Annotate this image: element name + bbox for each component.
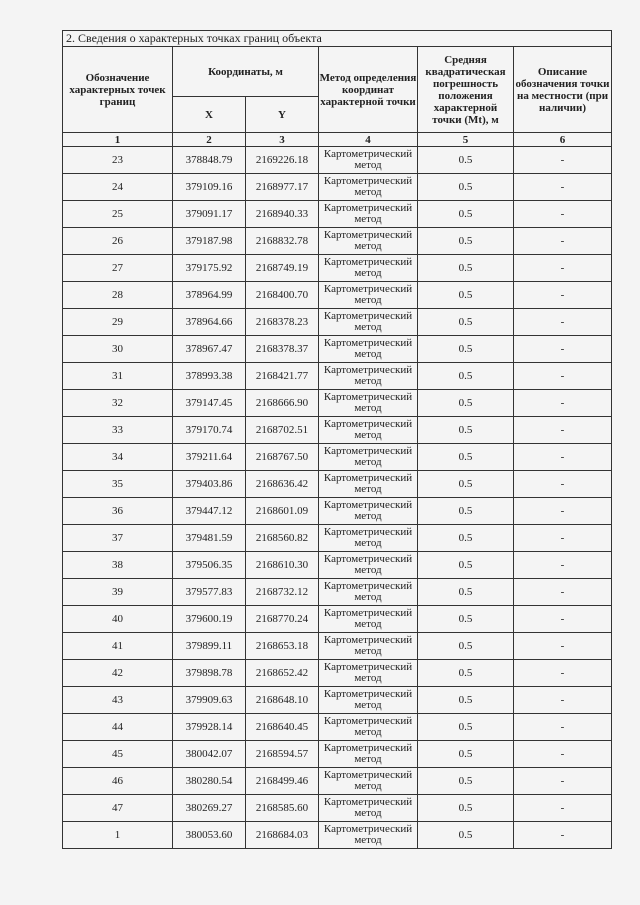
points-table — [62, 30, 612, 849]
method-line: Картометрический — [323, 175, 413, 187]
description-value: - — [514, 741, 612, 768]
method-cell — [319, 309, 418, 336]
method-line: метод — [354, 483, 382, 495]
table-row — [63, 525, 612, 552]
point-id: 32 — [63, 390, 173, 417]
error-value: 0.5 — [418, 822, 514, 849]
point-id: 29 — [63, 309, 173, 336]
coord-y: 2168652.42 — [246, 660, 319, 687]
method-cell — [319, 363, 418, 390]
method-line: метод — [354, 753, 382, 765]
coord-x: 380042.07 — [173, 741, 246, 768]
point-id: 33 — [63, 417, 173, 444]
method-line: Картометрический — [323, 418, 413, 430]
coord-y: 2168636.42 — [246, 471, 319, 498]
table-row — [63, 444, 612, 471]
description-value: - — [514, 201, 612, 228]
description-value: - — [514, 579, 612, 606]
error-value: 0.5 — [418, 768, 514, 795]
method-line: Картометрический — [323, 688, 413, 700]
method-line: метод — [354, 591, 382, 603]
method-cell — [319, 471, 418, 498]
coord-y: 2168702.51 — [246, 417, 319, 444]
coord-y: 2168749.19 — [246, 255, 319, 282]
error-value: 0.5 — [418, 282, 514, 309]
table-row — [63, 309, 612, 336]
coord-y: 2168585.60 — [246, 795, 319, 822]
table-row — [63, 228, 612, 255]
table-row — [63, 606, 612, 633]
error-value: 0.5 — [418, 417, 514, 444]
method-line: метод — [354, 321, 382, 333]
method-line: Картометрический — [323, 445, 413, 457]
coord-y: 2168640.45 — [246, 714, 319, 741]
table-row — [63, 741, 612, 768]
description-value: - — [514, 471, 612, 498]
method-line: метод — [354, 834, 382, 846]
error-value: 0.5 — [418, 363, 514, 390]
coord-y: 2168653.18 — [246, 633, 319, 660]
method-line: Картометрический — [323, 526, 413, 538]
coord-x: 379175.92 — [173, 255, 246, 282]
header-description: Описание обозначения точки на местности (при наличии) — [514, 47, 612, 133]
coord-y: 2168594.57 — [246, 741, 319, 768]
error-value: 0.5 — [418, 444, 514, 471]
method-cell — [319, 768, 418, 795]
point-id: 46 — [63, 768, 173, 795]
coord-x: 379928.14 — [173, 714, 246, 741]
coord-x: 378964.99 — [173, 282, 246, 309]
table-row — [63, 471, 612, 498]
column-number: 4 — [319, 133, 418, 147]
table-row — [63, 822, 612, 849]
error-value: 0.5 — [418, 255, 514, 282]
method-line: Картометрический — [323, 499, 413, 511]
description-value: - — [514, 228, 612, 255]
table-row — [63, 282, 612, 309]
header-x: X — [173, 97, 246, 133]
method-line: Картометрический — [323, 202, 413, 214]
point-id: 44 — [63, 714, 173, 741]
table-row — [63, 498, 612, 525]
coord-y: 2168940.33 — [246, 201, 319, 228]
description-value: - — [514, 390, 612, 417]
method-line: метод — [354, 645, 382, 657]
coord-x: 380269.27 — [173, 795, 246, 822]
column-number: 5 — [418, 133, 514, 147]
table-row — [63, 363, 612, 390]
point-id: 34 — [63, 444, 173, 471]
method-line: Картометрический — [323, 148, 413, 160]
point-id: 35 — [63, 471, 173, 498]
description-value: - — [514, 714, 612, 741]
point-id: 41 — [63, 633, 173, 660]
error-value: 0.5 — [418, 390, 514, 417]
table-row — [63, 390, 612, 417]
error-value: 0.5 — [418, 606, 514, 633]
description-value: - — [514, 255, 612, 282]
coord-y: 2168977.17 — [246, 174, 319, 201]
point-id: 31 — [63, 363, 173, 390]
point-id: 24 — [63, 174, 173, 201]
error-value: 0.5 — [418, 552, 514, 579]
error-value: 0.5 — [418, 660, 514, 687]
coord-y: 2168610.30 — [246, 552, 319, 579]
point-id: 1 — [63, 822, 173, 849]
description-value: - — [514, 525, 612, 552]
table-row — [63, 660, 612, 687]
coord-x: 378993.38 — [173, 363, 246, 390]
method-line: метод — [354, 375, 382, 387]
coord-y: 2168378.23 — [246, 309, 319, 336]
method-line: Картометрический — [323, 661, 413, 673]
method-line: Картометрический — [323, 634, 413, 646]
table-row — [63, 147, 612, 174]
coord-x: 379109.16 — [173, 174, 246, 201]
coord-x: 379403.86 — [173, 471, 246, 498]
method-line: Картометрический — [323, 337, 413, 349]
method-line: метод — [354, 726, 382, 738]
description-value: - — [514, 309, 612, 336]
method-line: Картометрический — [323, 310, 413, 322]
method-line: Картометрический — [323, 823, 413, 835]
point-id: 37 — [63, 525, 173, 552]
method-line: метод — [354, 294, 382, 306]
point-id: 40 — [63, 606, 173, 633]
column-number-row — [63, 133, 612, 147]
table-row — [63, 687, 612, 714]
method-cell — [319, 687, 418, 714]
method-cell — [319, 417, 418, 444]
error-value: 0.5 — [418, 336, 514, 363]
error-value: 0.5 — [418, 309, 514, 336]
method-line: Картометрический — [323, 553, 413, 565]
column-number: 1 — [63, 133, 173, 147]
method-line: Картометрический — [323, 580, 413, 592]
method-cell — [319, 282, 418, 309]
method-line: метод — [354, 699, 382, 711]
method-line: метод — [354, 510, 382, 522]
table-row — [63, 174, 612, 201]
method-line: метод — [354, 429, 382, 441]
description-value: - — [514, 174, 612, 201]
point-id: 42 — [63, 660, 173, 687]
coord-y: 2168832.78 — [246, 228, 319, 255]
error-value: 0.5 — [418, 147, 514, 174]
method-line: метод — [354, 267, 382, 279]
method-line: метод — [354, 240, 382, 252]
coord-x: 379898.78 — [173, 660, 246, 687]
method-cell — [319, 714, 418, 741]
coord-y: 2169226.18 — [246, 147, 319, 174]
method-line: Картометрический — [323, 472, 413, 484]
method-cell — [319, 255, 418, 282]
method-cell — [319, 174, 418, 201]
column-number: 3 — [246, 133, 319, 147]
header-y: Y — [246, 97, 319, 133]
method-cell — [319, 444, 418, 471]
point-id: 36 — [63, 498, 173, 525]
table-row — [63, 579, 612, 606]
description-value: - — [514, 363, 612, 390]
method-line: Картометрический — [323, 391, 413, 403]
error-value: 0.5 — [418, 174, 514, 201]
coord-x: 379481.59 — [173, 525, 246, 552]
error-value: 0.5 — [418, 795, 514, 822]
description-value: - — [514, 498, 612, 525]
point-id: 45 — [63, 741, 173, 768]
description-value: - — [514, 147, 612, 174]
method-line: Картометрический — [323, 256, 413, 268]
method-cell — [319, 579, 418, 606]
method-cell — [319, 228, 418, 255]
method-cell — [319, 201, 418, 228]
coord-x: 380053.60 — [173, 822, 246, 849]
description-value: - — [514, 822, 612, 849]
coord-x: 379600.19 — [173, 606, 246, 633]
document-page — [62, 30, 611, 849]
method-line: метод — [354, 672, 382, 684]
method-cell — [319, 606, 418, 633]
coord-y: 2168767.50 — [246, 444, 319, 471]
description-value: - — [514, 795, 612, 822]
coord-x: 379187.98 — [173, 228, 246, 255]
table-caption: 2. Сведения о характерных точках границ объекта — [63, 31, 612, 47]
description-value: - — [514, 687, 612, 714]
coord-x: 379899.11 — [173, 633, 246, 660]
method-cell — [319, 336, 418, 363]
coord-x: 379577.83 — [173, 579, 246, 606]
header-error: Средняя квадратическая погрешность положения характерной точки (Mt), м — [418, 47, 514, 133]
description-value: - — [514, 417, 612, 444]
method-cell — [319, 525, 418, 552]
table-row — [63, 255, 612, 282]
coord-x: 379091.17 — [173, 201, 246, 228]
error-value: 0.5 — [418, 201, 514, 228]
method-line: метод — [354, 780, 382, 792]
method-cell — [319, 552, 418, 579]
point-id: 43 — [63, 687, 173, 714]
header-coordinates: Координаты, м — [173, 47, 319, 97]
coord-y: 2168770.24 — [246, 606, 319, 633]
coord-y: 2168400.70 — [246, 282, 319, 309]
table-row — [63, 795, 612, 822]
coord-x: 379447.12 — [173, 498, 246, 525]
method-line: Картометрический — [323, 769, 413, 781]
description-value: - — [514, 768, 612, 795]
method-line: метод — [354, 348, 382, 360]
description-value: - — [514, 282, 612, 309]
coord-y: 2168732.12 — [246, 579, 319, 606]
method-line: метод — [354, 456, 382, 468]
description-value: - — [514, 606, 612, 633]
method-line: Картометрический — [323, 715, 413, 727]
error-value: 0.5 — [418, 741, 514, 768]
method-cell — [319, 741, 418, 768]
error-value: 0.5 — [418, 228, 514, 255]
coord-y: 2168648.10 — [246, 687, 319, 714]
point-id: 39 — [63, 579, 173, 606]
error-value: 0.5 — [418, 633, 514, 660]
coord-x: 379211.64 — [173, 444, 246, 471]
method-cell — [319, 660, 418, 687]
coord-x: 379506.35 — [173, 552, 246, 579]
point-id: 27 — [63, 255, 173, 282]
coord-x: 380280.54 — [173, 768, 246, 795]
description-value: - — [514, 336, 612, 363]
method-cell — [319, 147, 418, 174]
point-id: 25 — [63, 201, 173, 228]
table-row — [63, 417, 612, 444]
description-value: - — [514, 552, 612, 579]
point-id: 38 — [63, 552, 173, 579]
method-line: метод — [354, 186, 382, 198]
method-line: Картометрический — [323, 796, 413, 808]
coord-y: 2168421.77 — [246, 363, 319, 390]
header-method: Метод определения координат характерной точки — [319, 47, 418, 133]
description-value: - — [514, 444, 612, 471]
method-line: Картометрический — [323, 742, 413, 754]
method-cell — [319, 498, 418, 525]
column-number: 2 — [173, 133, 246, 147]
point-id: 30 — [63, 336, 173, 363]
table-row — [63, 552, 612, 579]
method-cell — [319, 795, 418, 822]
method-cell — [319, 390, 418, 417]
coord-y: 2168601.09 — [246, 498, 319, 525]
coord-x: 378964.66 — [173, 309, 246, 336]
description-value: - — [514, 633, 612, 660]
method-line: метод — [354, 537, 382, 549]
method-line: метод — [354, 402, 382, 414]
coord-y: 2168378.37 — [246, 336, 319, 363]
coord-y: 2168560.82 — [246, 525, 319, 552]
method-line: Картометрический — [323, 229, 413, 241]
method-cell — [319, 633, 418, 660]
method-line: метод — [354, 807, 382, 819]
point-id: 47 — [63, 795, 173, 822]
point-id: 23 — [63, 147, 173, 174]
point-id: 26 — [63, 228, 173, 255]
description-value: - — [514, 660, 612, 687]
table-row — [63, 714, 612, 741]
method-line: метод — [354, 159, 382, 171]
error-value: 0.5 — [418, 714, 514, 741]
method-cell — [319, 822, 418, 849]
coord-x: 379909.63 — [173, 687, 246, 714]
table-row — [63, 768, 612, 795]
coord-y: 2168684.03 — [246, 822, 319, 849]
column-number: 6 — [514, 133, 612, 147]
method-line: метод — [354, 618, 382, 630]
method-line: метод — [354, 213, 382, 225]
error-value: 0.5 — [418, 687, 514, 714]
error-value: 0.5 — [418, 471, 514, 498]
point-id: 28 — [63, 282, 173, 309]
method-line: Картометрический — [323, 607, 413, 619]
coord-x: 378967.47 — [173, 336, 246, 363]
method-line: Картометрический — [323, 283, 413, 295]
table-row — [63, 201, 612, 228]
error-value: 0.5 — [418, 498, 514, 525]
coord-x: 378848.79 — [173, 147, 246, 174]
header-designation: Обозначение характерных точек границ — [63, 47, 173, 133]
coord-y: 2168666.90 — [246, 390, 319, 417]
coord-x: 379147.45 — [173, 390, 246, 417]
table-row — [63, 633, 612, 660]
error-value: 0.5 — [418, 579, 514, 606]
table-row — [63, 336, 612, 363]
coord-y: 2168499.46 — [246, 768, 319, 795]
error-value: 0.5 — [418, 525, 514, 552]
coord-x: 379170.74 — [173, 417, 246, 444]
method-line: метод — [354, 564, 382, 576]
method-line: Картометрический — [323, 364, 413, 376]
